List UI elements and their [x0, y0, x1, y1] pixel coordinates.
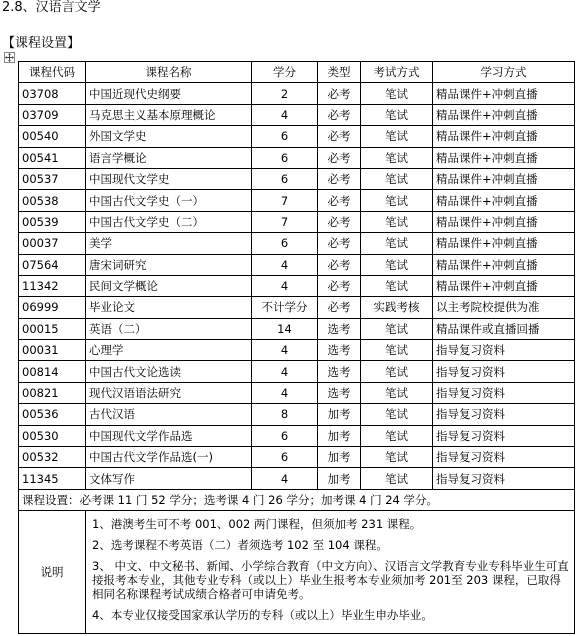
cell-course-code: 00537: [19, 168, 86, 189]
header-credits: 学分: [252, 62, 318, 83]
table-row: [19, 382, 575, 403]
cell-course-code: 11342: [19, 275, 86, 296]
cell-credits: 不计学分: [252, 297, 318, 318]
cell-course-code: 00540: [19, 126, 86, 147]
cell-course-code: 00538: [19, 190, 86, 211]
cell-type: 加考: [318, 425, 361, 446]
notes-label: 说明: [19, 511, 86, 634]
table-row: [19, 168, 575, 189]
cell-course-name: 文体写作: [86, 468, 252, 489]
cell-type: 必考: [318, 297, 361, 318]
cell-credits: 4: [252, 340, 318, 361]
cell-type: 必考: [318, 233, 361, 254]
table-move-handle-icon[interactable]: [4, 52, 15, 63]
table-row: [19, 447, 575, 468]
cell-study-method: 精品课件+冲刺直播: [433, 190, 575, 211]
cell-study-method: 精品课件+冲刺直播: [433, 275, 575, 296]
cell-credits: 14: [252, 318, 318, 339]
table-row: [19, 147, 575, 168]
cell-study-method: 精品课件+冲刺直播: [433, 254, 575, 275]
cell-exam-method: 笔试: [361, 382, 433, 403]
cell-type: 必考: [318, 275, 361, 296]
cell-exam-method: 笔试: [361, 275, 433, 296]
cell-exam-method: 笔试: [361, 233, 433, 254]
cell-credits: 6: [252, 126, 318, 147]
cell-course-name: 毕业论文: [86, 297, 252, 318]
cell-exam-method: 笔试: [361, 361, 433, 382]
cell-type: 加考: [318, 468, 361, 489]
cell-course-code: 00530: [19, 425, 86, 446]
table-row: [19, 297, 575, 318]
table-row: [19, 233, 575, 254]
cell-credits: 4: [252, 104, 318, 125]
cell-exam-method: 笔试: [361, 211, 433, 232]
note-item: 3、 中文、中文秘书、新闻、小学综合教育（中文方向）、汉语言文学教育专业专科毕业生可直接报考本专业，其他专业专科（或以上）毕业生报考本专业须加考 201至 203 课程，已取得相同名称课程考试成绩合格者可申请免考。: [92, 559, 569, 602]
table-row: [19, 318, 575, 339]
cell-course-name: 中国古代文学史（二）: [86, 211, 252, 232]
table-row: [19, 425, 575, 446]
table-row: [19, 190, 575, 211]
cell-course-code: 06999: [19, 297, 86, 318]
cell-credits: 2: [252, 83, 318, 104]
cell-credits: 6: [252, 147, 318, 168]
note-item: 1、港澳考生可不考 001、002 两门课程，但须加考 231 课程。: [92, 517, 422, 532]
cell-course-name: 语言学概论: [86, 147, 252, 168]
cell-credits: 6: [252, 168, 318, 189]
cell-exam-method: 笔试: [361, 340, 433, 361]
table-row: [19, 275, 575, 296]
cell-exam-method: 笔试: [361, 83, 433, 104]
cell-exam-method: 笔试: [361, 318, 433, 339]
table-row: [19, 340, 575, 361]
cell-credits: 4: [252, 254, 318, 275]
cell-course-code: 00532: [19, 447, 86, 468]
cell-study-method: 指导复习资料: [433, 447, 575, 468]
cell-type: 选考: [318, 361, 361, 382]
table-header-row: [19, 62, 575, 83]
page-heading: 2.8、汉语言文学: [2, 0, 101, 15]
table-row: [19, 104, 575, 125]
cell-type: 必考: [318, 254, 361, 275]
table-row: [19, 254, 575, 275]
cell-type: 加考: [318, 404, 361, 425]
cell-course-name: 英语（二）: [86, 318, 252, 339]
table-row: [19, 126, 575, 147]
cell-course-code: 00536: [19, 404, 86, 425]
course-summary: 课程设置：必考课 11 门 52 学分；选考课 4 门 26 学分；加考课 4 门 24 学分。: [19, 489, 575, 510]
cell-exam-method: 笔试: [361, 447, 433, 468]
cell-type: 选考: [318, 318, 361, 339]
cell-course-code: 00539: [19, 211, 86, 232]
cell-study-method: 精品课件或直播回播: [433, 318, 575, 339]
cell-type: 必考: [318, 147, 361, 168]
summary-row: [19, 489, 575, 510]
cell-course-name: 心理学: [86, 340, 252, 361]
cell-study-method: 精品课件+冲刺直播: [433, 168, 575, 189]
cell-study-method: 精品课件+冲刺直播: [433, 233, 575, 254]
cell-type: 必考: [318, 126, 361, 147]
cell-course-name: 中国古代文学史（一）: [86, 190, 252, 211]
cell-type: 加考: [318, 447, 361, 468]
cell-exam-method: 笔试: [361, 468, 433, 489]
cell-course-code: 00821: [19, 382, 86, 403]
cell-course-name: 现代汉语语法研究: [86, 382, 252, 403]
cell-course-code: 07564: [19, 254, 86, 275]
table-row: [19, 404, 575, 425]
cell-credits: 8: [252, 404, 318, 425]
cell-credits: 4: [252, 468, 318, 489]
cell-course-name: 中国现代文学史: [86, 168, 252, 189]
cell-course-name: 马克思主义基本原理概论: [86, 104, 252, 125]
cell-course-name: 外国文学史: [86, 126, 252, 147]
note-item: 4、本专业仅接受国家承认学历的专科（或以上）毕业生申办毕业。: [92, 608, 433, 623]
cell-study-method: 以主考院校提供为准: [433, 297, 575, 318]
cell-exam-method: 实践考核: [361, 297, 433, 318]
cell-type: 必考: [318, 211, 361, 232]
cell-course-code: 00814: [19, 361, 86, 382]
cell-type: 必考: [318, 104, 361, 125]
cell-credits: 4: [252, 275, 318, 296]
table-row: [19, 361, 575, 382]
cell-course-code: 03708: [19, 83, 86, 104]
cell-credits: 4: [252, 382, 318, 403]
header-course-name: 课程名称: [86, 62, 252, 83]
cell-credits: 4: [252, 361, 318, 382]
cell-exam-method: 笔试: [361, 425, 433, 446]
cell-type: 必考: [318, 190, 361, 211]
course-table: [18, 61, 575, 634]
cell-course-name: 唐宋词研究: [86, 254, 252, 275]
cell-study-method: 精品课件+冲刺直播: [433, 211, 575, 232]
cell-course-code: 00015: [19, 318, 86, 339]
cell-type: 选考: [318, 382, 361, 403]
cell-type: 必考: [318, 83, 361, 104]
cell-type: 必考: [318, 168, 361, 189]
cell-course-code: 11345: [19, 468, 86, 489]
note-item: 2、选考课程不考英语（二）者须选考 102 至 104 课程。: [92, 538, 388, 553]
cell-study-method: 指导复习资料: [433, 425, 575, 446]
cell-course-name: 民间文学概论: [86, 275, 252, 296]
table-row: [19, 211, 575, 232]
cell-study-method: 指导复习资料: [433, 361, 575, 382]
cell-study-method: 指导复习资料: [433, 468, 575, 489]
notes-content: [86, 511, 575, 634]
cell-exam-method: 笔试: [361, 404, 433, 425]
cell-course-name: 中国近现代史纲要: [86, 83, 252, 104]
cell-credits: 6: [252, 447, 318, 468]
cell-course-code: 00037: [19, 233, 86, 254]
cell-course-name: 中国古代文论选读: [86, 361, 252, 382]
cell-study-method: 精品课件+冲刺直播: [433, 147, 575, 168]
cell-type: 选考: [318, 340, 361, 361]
cell-study-method: 指导复习资料: [433, 404, 575, 425]
notes-row: [19, 511, 575, 634]
cell-course-name: 美学: [86, 233, 252, 254]
cell-exam-method: 笔试: [361, 168, 433, 189]
cell-course-name: 古代汉语: [86, 404, 252, 425]
table-row: [19, 83, 575, 104]
cell-exam-method: 笔试: [361, 104, 433, 125]
cell-course-code: 00541: [19, 147, 86, 168]
header-type: 类型: [318, 62, 361, 83]
cell-credits: 7: [252, 190, 318, 211]
cell-exam-method: 笔试: [361, 126, 433, 147]
cell-study-method: 精品课件+冲刺直播: [433, 83, 575, 104]
cell-exam-method: 笔试: [361, 190, 433, 211]
cell-course-name: 中国现代文学作品选: [86, 425, 252, 446]
header-exam-method: 考试方式: [361, 62, 433, 83]
cell-study-method: 指导复习资料: [433, 382, 575, 403]
cell-exam-method: 笔试: [361, 147, 433, 168]
cell-course-name: 中国古代文学作品选(一): [86, 447, 252, 468]
cell-credits: 7: [252, 211, 318, 232]
cell-study-method: 精品课件+冲刺直播: [433, 104, 575, 125]
cell-study-method: 精品课件+冲刺直播: [433, 126, 575, 147]
table-row: [19, 468, 575, 489]
cell-credits: 6: [252, 233, 318, 254]
cell-credits: 6: [252, 425, 318, 446]
header-course-code: 课程代码: [19, 62, 86, 83]
cell-study-method: 指导复习资料: [433, 340, 575, 361]
header-study-method: 学习方式: [433, 62, 575, 83]
cell-course-code: 00031: [19, 340, 86, 361]
section-title: 【课程设置】: [2, 36, 81, 51]
cell-exam-method: 笔试: [361, 254, 433, 275]
cell-course-code: 03709: [19, 104, 86, 125]
